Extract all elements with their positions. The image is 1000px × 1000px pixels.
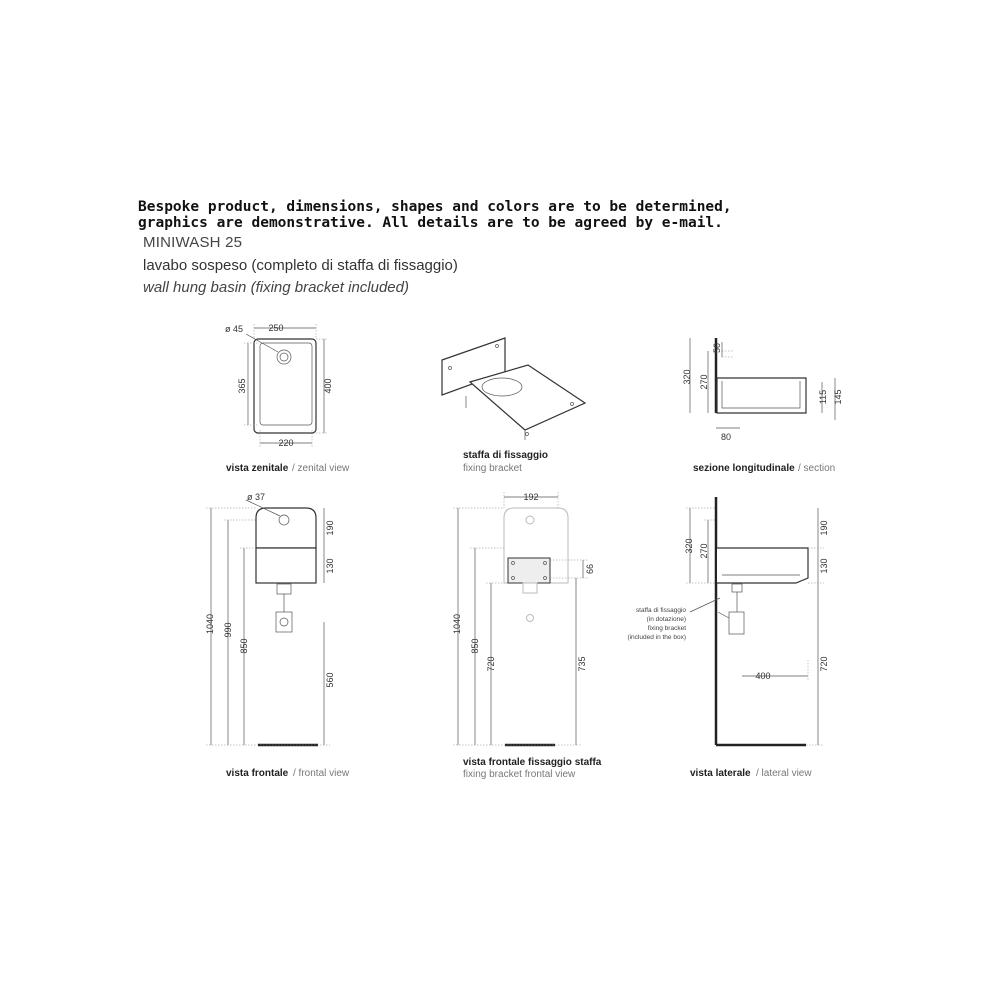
frontal-dim-850: 850 (239, 638, 249, 654)
callout-line4: (included in the box) (627, 634, 686, 641)
frontal-basin-front (256, 548, 316, 583)
section-dim-145: 145 (833, 389, 843, 405)
disclaimer-notice: Bespoke product, dimensions, shapes and colors are to be determined, graphics are demonstrative. All details are to be agreed by e-mail. (138, 199, 732, 231)
bracket-caption-en: fixing bracket (463, 463, 522, 474)
description-italian: lavabo sospeso (completo di staffa di fissaggio) (143, 257, 458, 274)
frontal-dim-130: 130 (325, 558, 335, 574)
frontal-basin-back (256, 508, 316, 548)
bf-dim-1040: 1040 (452, 613, 462, 635)
lateral-dim-720: 720 (819, 656, 829, 672)
callout-line3: fixing bracket (647, 625, 686, 632)
zenital-caption-it: vista zenitale (226, 463, 289, 474)
lateral-siphon-body (729, 612, 744, 634)
dim-400: 400 (323, 378, 333, 394)
frontal-dim-560: 560 (325, 672, 335, 688)
bf-dim-66: 66 (585, 563, 595, 575)
bracket-caption-it: staffa di fissaggio (463, 450, 549, 461)
bf-caption-en: fixing bracket frontal view (463, 769, 576, 780)
lateral-siphon-top (732, 584, 742, 592)
callout-line1: staffa di fissaggio (635, 607, 686, 614)
model-name: MINIWASH 25 (143, 234, 243, 251)
frontal-dim-1040: 1040 (205, 613, 215, 635)
callout-line2: (in dotazione) (646, 616, 686, 623)
bf-dim-720: 720 (486, 656, 496, 672)
lateral-basin (717, 548, 808, 583)
frontal-view (205, 492, 350, 779)
section-dim-50: 50 (712, 342, 722, 354)
lateral-view (627, 497, 829, 779)
lateral-dim-320: 320 (684, 538, 694, 554)
section-view (682, 338, 843, 474)
bracket-frontal-view (452, 492, 602, 780)
zenital-caption-en: / zenital view (292, 463, 350, 474)
lateral-dim-130: 130 (819, 558, 829, 574)
bracket-screw-hole (526, 433, 529, 436)
section-dim-115: 115 (818, 389, 828, 405)
dim-250: 250 (268, 323, 284, 333)
lateral-caption-it: vista laterale (690, 768, 751, 779)
description-english: wall hung basin (fixing bracket included) (143, 279, 409, 296)
frontal-caption-en: / frontal view (293, 768, 350, 779)
bf-drain-ghost (527, 615, 534, 622)
section-dim-270: 270 (699, 374, 709, 390)
section-dim-80: 80 (720, 432, 732, 442)
dim-220: 220 (278, 438, 294, 448)
frontal-dim-190: 190 (325, 520, 335, 536)
lateral-siphon-arm (718, 612, 729, 618)
bf-dim-735: 735 (577, 656, 587, 672)
frontal-dim-990: 990 (223, 622, 233, 638)
lateral-dim-400: 400 (755, 671, 771, 681)
dim-hole-45: ø 45 (225, 324, 244, 334)
dim-365: 365 (237, 378, 247, 394)
section-caption-it: sezione longitudinale (693, 463, 795, 474)
lateral-caption-en: / lateral view (756, 768, 812, 779)
zenital-view (225, 323, 350, 474)
frontal-siphon-top (277, 584, 291, 594)
bf-caption-it: vista frontale fissaggio staffa (463, 757, 602, 768)
frontal-dim-hole: ø 37 (247, 492, 266, 502)
lateral-dim-270: 270 (699, 543, 709, 559)
section-dim-320: 320 (682, 369, 692, 385)
bf-dim-850: 850 (470, 638, 480, 654)
bracket-view (442, 338, 585, 474)
lateral-dim-190: 190 (819, 520, 829, 536)
frontal-siphon-cap (280, 618, 288, 626)
section-caption-en: / section (798, 463, 836, 474)
bf-siphon-ghost (523, 583, 537, 593)
frontal-caption-it: vista frontale (226, 768, 289, 779)
frontal-siphon-body (276, 612, 292, 632)
bf-dim-192: 192 (523, 492, 539, 502)
